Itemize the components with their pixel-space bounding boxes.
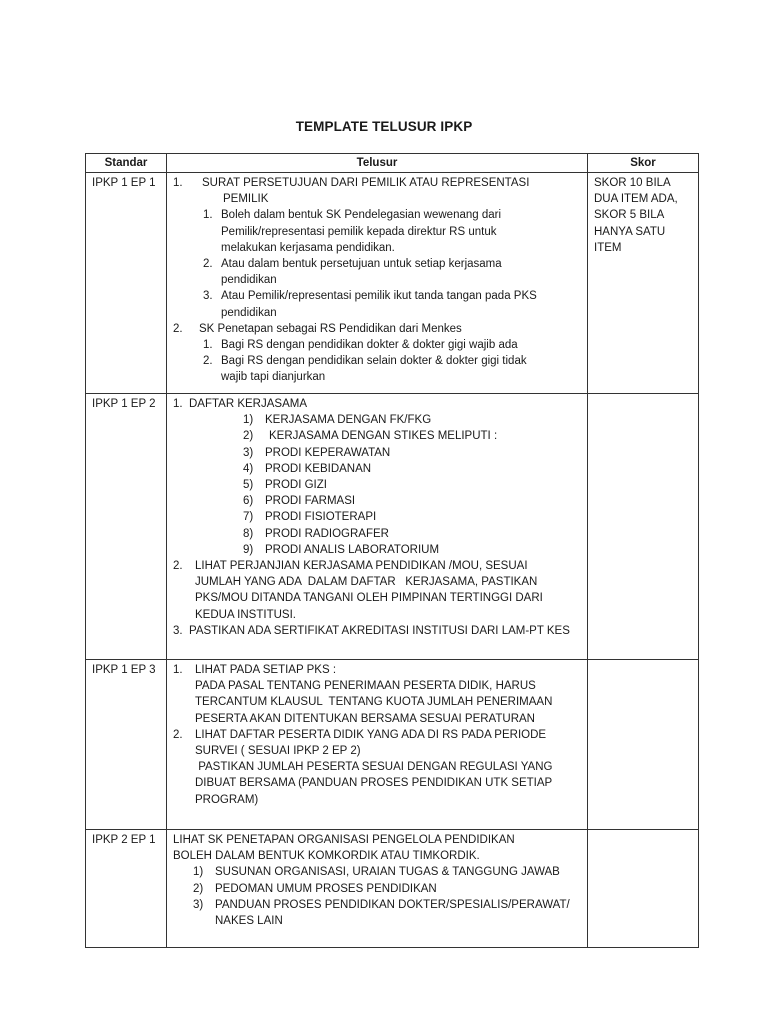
telusur-line: PEMILIK (223, 193, 269, 206)
telusur-line: PADA PASAL TENTANG PENERIMAAN PESERTA DIDIK, HARUS (195, 680, 536, 693)
skor-cell (588, 830, 699, 948)
table-row (86, 830, 699, 948)
telusur-cell (167, 830, 588, 948)
telusur-line: pendidikan (221, 274, 277, 287)
telusur-line: 2. SK Penetapan sebagai RS Pendidikan dari Menkes (173, 322, 462, 335)
skor-line: SKOR 10 BILA (594, 177, 671, 189)
telusur-line: TERCANTUM KLAUSUL TENTANG KUOTA JUMLAH PENERIMAAN (195, 696, 553, 709)
page-title: TEMPLATE TELUSUR IPKP (295, 119, 473, 134)
telusur-line: 1. SURAT PERSETUJUAN DARI PEMILIK ATAU REPRESENTASI (173, 177, 530, 189)
telusur-line: KEDUA INSTITUSI. (195, 608, 296, 621)
telusur-line: 3) PANDUAN PROSES PENDIDIKAN DOKTER/SPESIALIS/PERAWAT/ (193, 898, 570, 911)
telusur-line: 3) PRODI KEPERAWATAN (243, 446, 391, 459)
telusur-cell (167, 173, 588, 394)
telusur-line: 5) PRODI GIZI (243, 479, 327, 492)
skor-line: DUA ITEM ADA, (594, 193, 678, 206)
telusur-line: 2. Bagi RS dengan pendidikan selain dokter & dokter gigi tidak (203, 355, 527, 368)
standar-cell: IPKP 1 EP 2 (86, 394, 167, 660)
telusur-cell (167, 394, 588, 660)
telusur-line: NAKES LAIN (215, 915, 283, 928)
telusur-line: 1. LIHAT PADA SETIAP PKS : (173, 664, 337, 676)
telusur-cell (167, 660, 588, 830)
telusur-line: 2) KERJASAMA DENGAN STIKES MELIPUTI : (243, 430, 498, 443)
skor-cell (588, 394, 699, 660)
standar-cell: IPKP 1 EP 3 (86, 660, 167, 830)
telusur-line: 4) PRODI KEBIDANAN (243, 462, 372, 475)
telusur-line: PROGRAM) (195, 793, 259, 806)
telusur-line: 1) SUSUNAN ORGANISASI, URAIAN TUGAS & TANGGUNG JAWAB (193, 866, 560, 879)
telusur-line: Pemilik/representasi pemilik kepada direktur RS untuk (221, 225, 497, 238)
telusur-line: wajib tapi dianjurkan (221, 371, 326, 384)
skor-line: SKOR 5 BILA (594, 209, 665, 222)
telusur-line: 1. Bagi RS dengan pendidikan dokter & dokter gigi wajib ada (203, 339, 518, 352)
skor-cell (588, 660, 699, 830)
skor-cell (588, 173, 699, 394)
telusur-line: 2) PEDOMAN UMUM PROSES PENDIDIKAN (193, 882, 437, 895)
telusur-line: PASTIKAN JUMLAH PESERTA SESUAI DENGAN REGULASI YANG (195, 761, 553, 774)
telusur-line: DIBUAT BERSAMA (PANDUAN PROSES PENDIDIKAN UTK SETIAP (195, 777, 553, 790)
telusur-line: BOLEH DALAM BENTUK KOMKORDIK ATAU TIMKORDIK. (173, 850, 480, 863)
telusur-line: PESERTA AKAN DITENTUKAN BERSAMA SESUAI PERATURAN (195, 712, 535, 725)
telusur-line: LIHAT SK PENETAPAN ORGANISASI PENGELOLA PENDIDIKAN (173, 834, 515, 846)
telusur-line: JUMLAH YANG ADA DALAM DAFTAR KERJASAMA, PASTIKAN (195, 576, 538, 589)
telusur-table (85, 153, 699, 948)
header-telusur: Telusur (167, 154, 588, 173)
table-row (86, 394, 699, 660)
telusur-line: 3. Atau Pemilik/representasi pemilik ikut tanda tangan pada PKS (203, 290, 537, 303)
telusur-line: 7) PRODI FISIOTERAPI (243, 511, 377, 524)
telusur-line: 3. PASTIKAN ADA SERTIFIKAT AKREDITASI INSTITUSI DARI LAM-PT KES (173, 624, 570, 637)
telusur-line: PKS/MOU DITANDA TANGANI OLEH PIMPINAN TERTINGGI DARI (195, 592, 543, 605)
table-row (86, 173, 699, 394)
telusur-line: 2. LIHAT DAFTAR PESERTA DIDIK YANG ADA DI RS PADA PERIODE (173, 728, 547, 741)
telusur-line: pendidikan (221, 306, 277, 319)
header-skor: Skor (588, 154, 699, 173)
telusur-line: 1. DAFTAR KERJASAMA (173, 398, 307, 410)
standar-cell: IPKP 1 EP 1 (86, 173, 167, 394)
table-header-row (86, 154, 699, 173)
table-row (86, 660, 699, 830)
telusur-line: 6) PRODI FARMASI (243, 495, 356, 508)
telusur-line: 2. LIHAT PERJANJIAN KERJASAMA PENDIDIKAN /MOU, SESUAI (173, 560, 528, 573)
skor-line: ITEM (594, 241, 622, 254)
skor-line: HANYA SATU (594, 225, 666, 238)
telusur-line: melakukan kerjasama pendidikan. (221, 241, 395, 254)
telusur-line: SURVEI ( SESUAI IPKP 2 EP 2) (195, 745, 361, 758)
standar-cell: IPKP 2 EP 1 (86, 830, 167, 948)
telusur-line: 8) PRODI RADIOGRAFER (243, 527, 389, 540)
header-standar: Standar (86, 154, 167, 173)
telusur-line: 1) KERJASAMA DENGAN FK/FKG (243, 414, 432, 427)
telusur-line: 2. Atau dalam bentuk persetujuan untuk setiap kerjasama (203, 258, 502, 271)
telusur-line: 9) PRODI ANALIS LABORATORIUM (243, 543, 440, 556)
telusur-line: 1. Boleh dalam bentuk SK Pendelegasian wewenang dari (203, 209, 502, 222)
